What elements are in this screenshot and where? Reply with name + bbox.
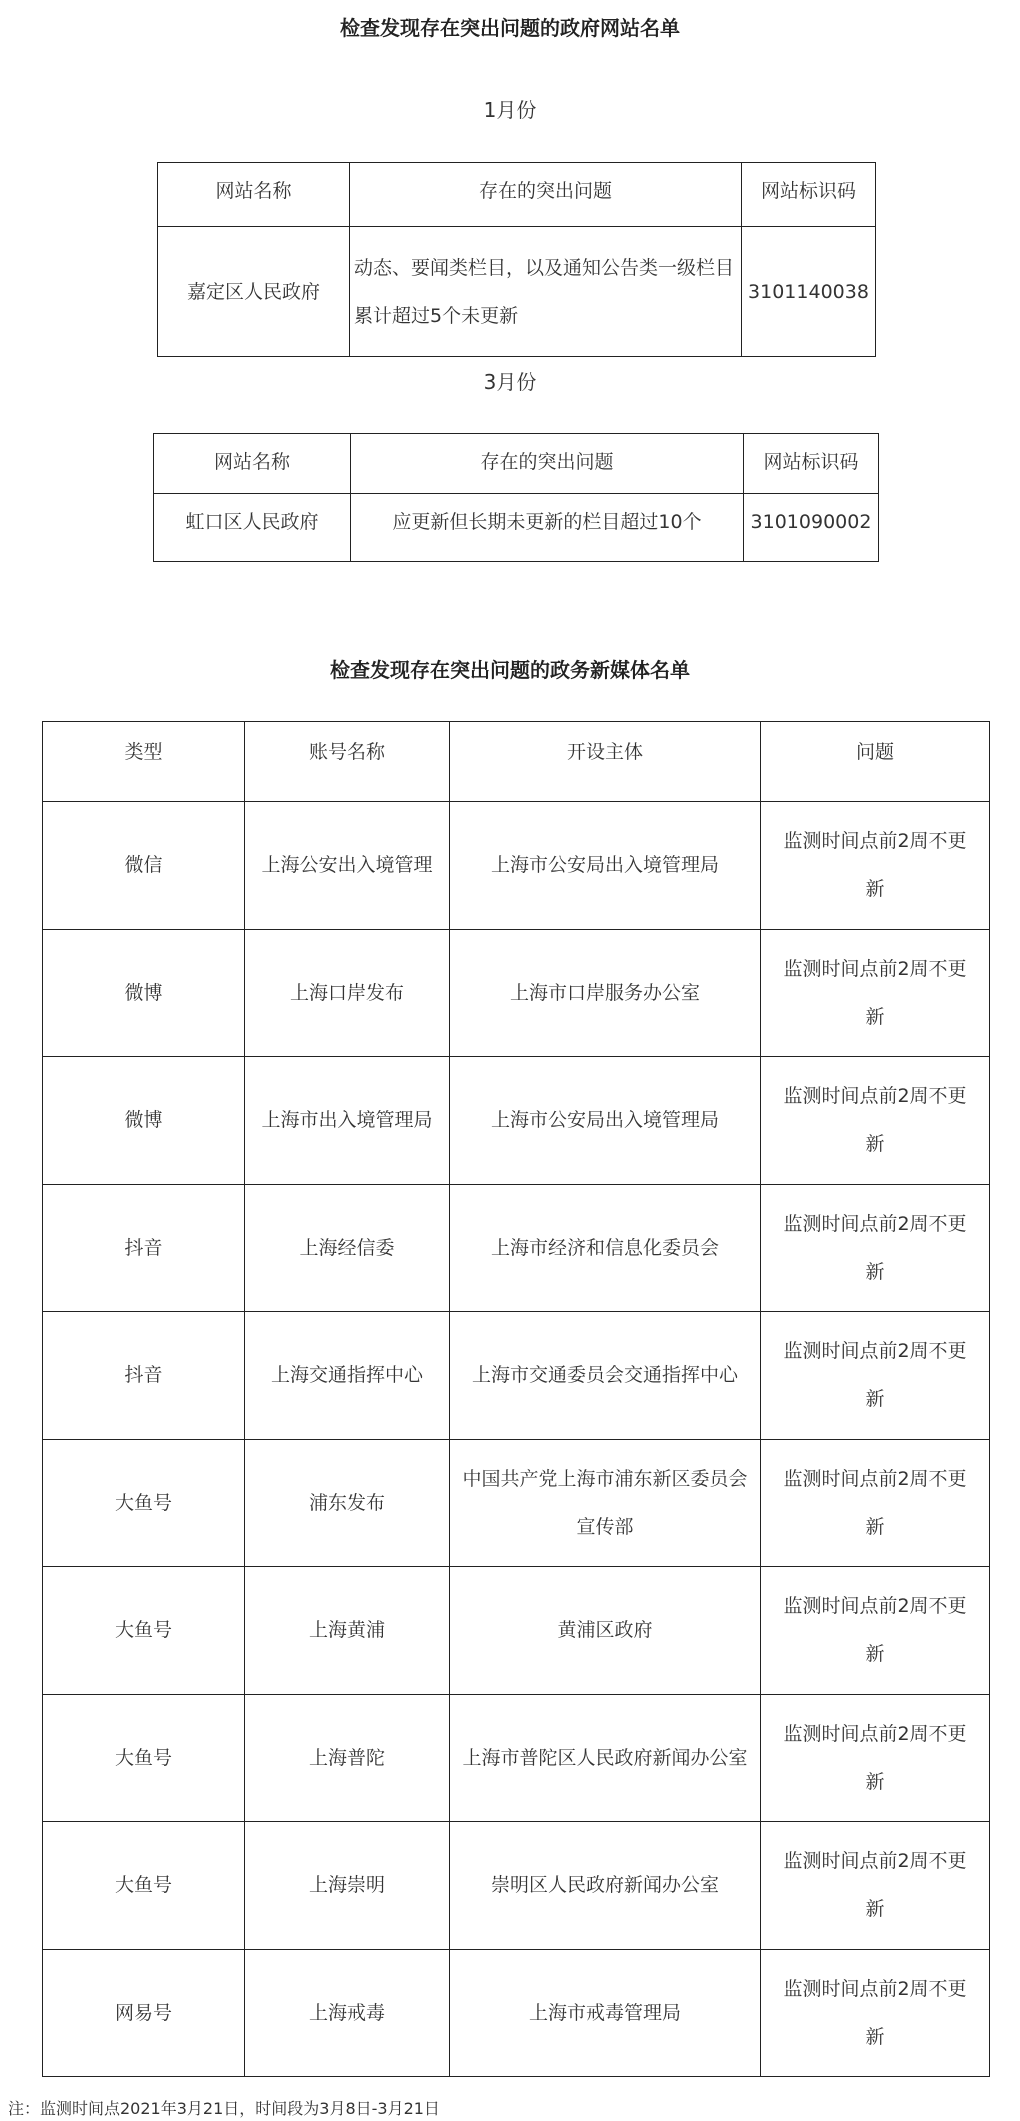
header-site-name: 网站名称 [154,434,351,494]
owner-org: 上海市经济和信息化委员会 [450,1184,761,1312]
table-row [43,1057,990,1185]
table-header-row [158,163,876,227]
table-row [43,1312,990,1440]
account-name: 上海市出入境管理局 [245,1057,450,1185]
media-type: 微信 [43,802,245,930]
media-type: 抖音 [43,1312,245,1440]
owner-org: 上海市戒毒管理局 [450,1949,761,2077]
header-issue: 问题 [761,722,990,802]
table-row [43,1694,990,1822]
media-type: 抖音 [43,1184,245,1312]
account-name: 上海交通指挥中心 [245,1312,450,1440]
media-issue: 监测时间点前2周不更新 [761,1567,990,1695]
media-type: 大鱼号 [43,1567,245,1695]
header-site-name: 网站名称 [158,163,350,227]
media-type: 微博 [43,1057,245,1185]
table-row [158,227,876,357]
media-issue: 监测时间点前2周不更新 [761,1312,990,1440]
account-name: 上海崇明 [245,1822,450,1950]
table-row [43,1949,990,2077]
media-type: 大鱼号 [43,1822,245,1950]
owner-org: 上海市公安局出入境管理局 [450,1057,761,1185]
owner-org: 上海市普陀区人民政府新闻办公室 [450,1694,761,1822]
media-issue: 监测时间点前2周不更新 [761,1949,990,2077]
new-media-table [42,721,990,2077]
media-issue: 监测时间点前2周不更新 [761,802,990,930]
media-issue: 监测时间点前2周不更新 [761,1057,990,1185]
site-name: 虹口区人民政府 [154,494,351,562]
owner-org: 上海市口岸服务办公室 [450,929,761,1057]
gov-sites-title: 检查发现存在突出问题的政府网站名单 [340,16,680,40]
header-site-code: 网站标识码 [742,163,876,227]
site-code: 3101090002 [744,494,879,562]
media-type: 大鱼号 [43,1694,245,1822]
monitoring-note: 注：监测时间点2021年3月21日，时间段为3月8日-3月21日 [8,2099,440,2118]
header-owner: 开设主体 [450,722,761,802]
table-row [43,1184,990,1312]
site-name: 嘉定区人民政府 [158,227,350,357]
month-label-jan: 1月份 [483,98,537,122]
owner-org: 崇明区人民政府新闻办公室 [450,1822,761,1950]
table-row [43,1439,990,1567]
media-issue: 监测时间点前2周不更新 [761,1439,990,1567]
table-header-row [154,434,879,494]
header-issue: 存在的突出问题 [351,434,744,494]
new-media-table-body [43,722,990,2077]
owner-org: 中国共产党上海市浦东新区委员会宣传部 [450,1439,761,1567]
account-name: 上海黄浦 [245,1567,450,1695]
header-account: 账号名称 [245,722,450,802]
site-issue: 应更新但长期未更新的栏目超过10个 [351,494,744,562]
media-issue: 监测时间点前2周不更新 [761,929,990,1057]
account-name: 浦东发布 [245,1439,450,1567]
table-row [43,1567,990,1695]
header-type: 类型 [43,722,245,802]
table-row [43,802,990,930]
account-name: 上海公安出入境管理 [245,802,450,930]
table-row [43,1822,990,1950]
media-issue: 监测时间点前2周不更新 [761,1184,990,1312]
site-code: 3101140038 [742,227,876,357]
gov-sites-table-jan [157,162,876,357]
owner-org: 上海市交通委员会交通指挥中心 [450,1312,761,1440]
owner-org: 黄浦区政府 [450,1567,761,1695]
header-issue: 存在的突出问题 [350,163,742,227]
account-name: 上海戒毒 [245,1949,450,2077]
media-type: 大鱼号 [43,1439,245,1567]
owner-org: 上海市公安局出入境管理局 [450,802,761,930]
media-type: 微博 [43,929,245,1057]
table-row [43,929,990,1057]
account-name: 上海普陀 [245,1694,450,1822]
media-issue: 监测时间点前2周不更新 [761,1822,990,1950]
media-type: 网易号 [43,1949,245,2077]
new-media-title: 检查发现存在突出问题的政务新媒体名单 [330,658,690,682]
header-site-code: 网站标识码 [744,434,879,494]
table-row [154,494,879,562]
site-issue: 动态、要闻类栏目，以及通知公告类一级栏目累计超过5个未更新 [350,227,742,357]
month-label-mar: 3月份 [483,370,537,394]
table-header-row [43,722,990,802]
account-name: 上海经信委 [245,1184,450,1312]
account-name: 上海口岸发布 [245,929,450,1057]
gov-sites-table-mar [153,433,879,562]
media-issue: 监测时间点前2周不更新 [761,1694,990,1822]
